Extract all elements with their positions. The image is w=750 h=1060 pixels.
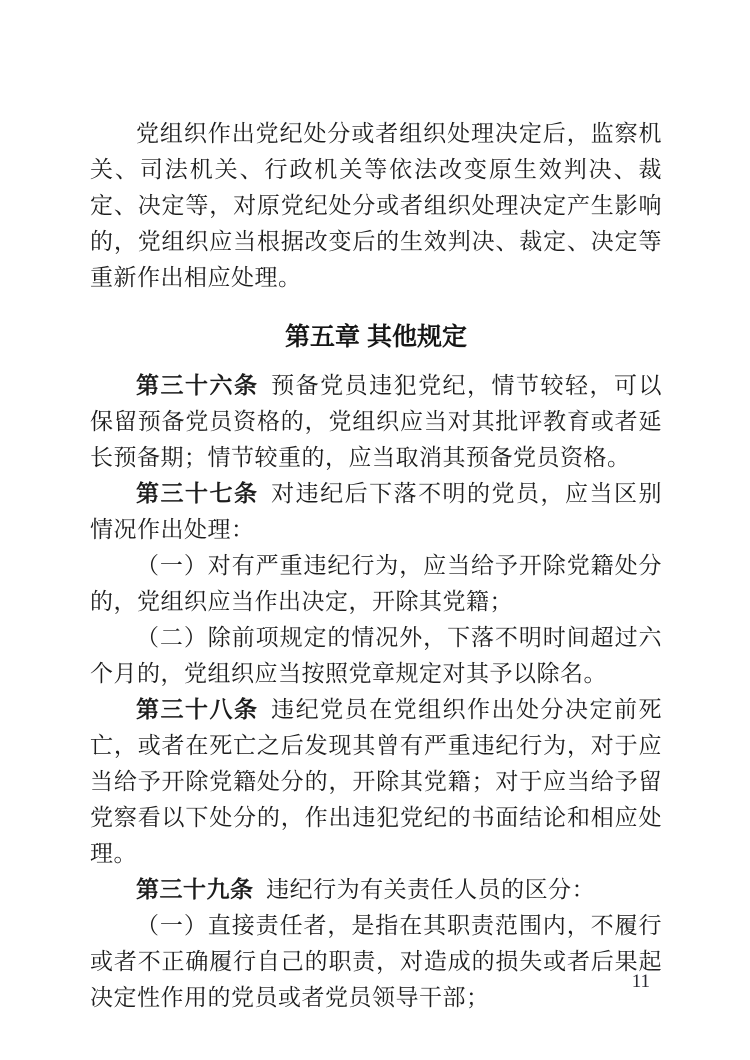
article-39-number: 第三十九条 (136, 877, 254, 902)
page-number: 11 (631, 971, 650, 992)
article-36-number: 第三十六条 (136, 373, 259, 398)
article-38-number: 第三十八条 (136, 697, 259, 722)
chapter-heading: 第五章 其他规定 (285, 323, 467, 351)
article-37-paragraph (90, 476, 662, 548)
document-body (90, 116, 662, 1016)
article-36-text: 预备党员违犯党纪，情节较轻，可以保留预备党员资格的，党组织应当对其批评教育或者延长预备期；情节较重的，应当取消其预备党员资格。 (90, 373, 663, 470)
article-37-item-1: （一）对有严重违纪行为，应当给予开除党籍处分的，党组织应当作出决定，开除其党籍； (90, 553, 662, 614)
article-38-text: 违纪党员在党组织作出处分决定前死亡，或者在死亡之后发现其曾有严重违纪行为，对于应当给予开除党籍处分的，开除其党籍；对于应当给予留党察看以下处分的，作出违犯党纪的书面结论和相应处理。 (90, 697, 663, 866)
intro-paragraph: 党组织作出党纪处分或者组织处理决定后，监察机关、司法机关、行政机关等依法改变原生效判决、裁定、决定等，对原党纪处分或者组织处理决定产生影响的，党组织应当根据改变后的生效判决、裁定、决定等重新作出相应处理。 (90, 121, 662, 290)
article-38-paragraph (90, 692, 662, 872)
article-36-paragraph (90, 368, 662, 476)
article-39-paragraph (90, 872, 662, 908)
article-37-number: 第三十七条 (136, 481, 259, 506)
article-39-item-1: （一）直接责任者，是指在其职责范围内，不履行或者不正确履行自己的职责，对造成的损失或者后果起决定性作用的党员或者党员领导干部； (90, 913, 662, 1010)
article-37-item-2: （二）除前项规定的情况外，下落不明时间超过六个月的，党组织应当按照党章规定对其予以除名。 (90, 625, 662, 686)
article-39-text: 违纪行为有关责任人员的区分： (266, 877, 596, 902)
article-37-text: 对违纪后下落不明的党员，应当区别情况作出处理： (90, 481, 663, 542)
